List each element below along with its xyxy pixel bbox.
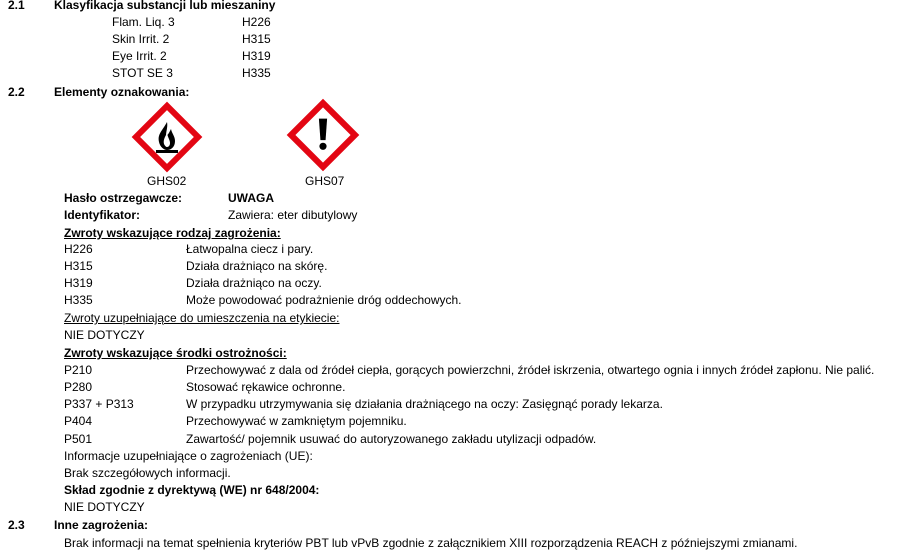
- hazard-code: H319: [64, 276, 93, 290]
- flame-icon: [130, 100, 204, 174]
- precautionary-heading: Zwroty wskazujące środki ostrożności:: [64, 346, 287, 360]
- signal-word-label: Hasło ostrzegawcze:: [64, 191, 183, 205]
- identifier-label: Identyfikator:: [64, 208, 141, 222]
- classification-code: H319: [242, 49, 271, 63]
- hazard-code: H226: [64, 242, 93, 256]
- section-number-2-2: 2.2: [8, 85, 25, 99]
- supplemental-heading: Zwroty uzupełniające do umieszczenia na etykiecie:: [64, 311, 340, 325]
- classification-row: Flam. Liq. 3: [112, 15, 175, 29]
- precaution-code: P280: [64, 380, 93, 394]
- exclamation-icon: [285, 97, 361, 173]
- other-hazards-text: Brak informacji na temat spełnienia kryteriów PBT lub vPvB zgodnie z załącznikiem XIII rozporządzenia REACH z późniejszymi zmianami.: [64, 536, 798, 550]
- classification-row: Eye Irrit. 2: [112, 49, 167, 63]
- classification-row: Skin Irrit. 2: [112, 32, 170, 46]
- classification-code: H315: [242, 32, 271, 46]
- hazard-text: Działa drażniąco na skórę.: [186, 259, 328, 273]
- hazard-code: H335: [64, 293, 93, 307]
- pictogram-label: GHS02: [147, 174, 187, 188]
- pictogram-label: GHS07: [305, 174, 345, 188]
- eu-info-value: Brak szczegółowych informacji.: [64, 466, 231, 480]
- precaution-text: Stosować rękawice ochronne.: [186, 380, 346, 394]
- directive-label: Skład zgodnie z dyrektywą (WE) nr 648/2004:: [64, 483, 320, 497]
- classification-code: H335: [242, 66, 271, 80]
- classification-code: H226: [242, 15, 271, 29]
- section-title-2-3: Inne zagrożenia:: [54, 518, 149, 532]
- precaution-code: P501: [64, 432, 93, 446]
- precaution-text: Przechowywać z dala od źródeł ciepła, gorących powierzchni, źródeł iskrzenia, otwartego ognia i innych źródeł zapłonu. Nie palić.: [186, 363, 875, 377]
- precaution-code: P210: [64, 363, 93, 377]
- hazard-text: Działa drażniąco na oczy.: [186, 276, 322, 290]
- hazard-text: Łatwopalna ciecz i pary.: [186, 242, 314, 256]
- precaution-text: Zawartość/ pojemnik usuwać do autoryzowanego zakładu utylizacji odpadów.: [186, 432, 597, 446]
- supplemental-value: NIE DOTYCZY: [64, 328, 145, 342]
- hazard-statements-heading: Zwroty wskazujące rodzaj zagrożenia:: [64, 226, 281, 240]
- section-number-2-3: 2.3: [8, 518, 25, 532]
- directive-value: NIE DOTYCZY: [64, 500, 145, 514]
- hazard-text: Może powodować podrażnienie dróg oddechowych.: [186, 293, 462, 307]
- precaution-code: P404: [64, 414, 93, 428]
- section-title-2-2: Elementy oznakowania:: [54, 85, 190, 99]
- precaution-code: P337 + P313: [64, 397, 134, 411]
- hazard-code: H315: [64, 259, 93, 273]
- precaution-text: W przypadku utrzymywania się działania drażniącego na oczy: Zasięgnąć porady lekarza.: [186, 397, 663, 411]
- identifier-value: Zawiera: eter dibutylowy: [228, 208, 358, 222]
- eu-info-label: Informacje uzupełniające o zagrożeniach (UE):: [64, 449, 313, 463]
- precaution-text: Przechowywać w zamkniętym pojemniku.: [186, 414, 407, 428]
- classification-row: STOT SE 3: [112, 66, 173, 80]
- signal-word-value: UWAGA: [228, 191, 274, 205]
- section-number-2-1: 2.1: [8, 0, 25, 12]
- section-title-2-1: Klasyfikacja substancji lub mieszaniny: [54, 0, 276, 12]
